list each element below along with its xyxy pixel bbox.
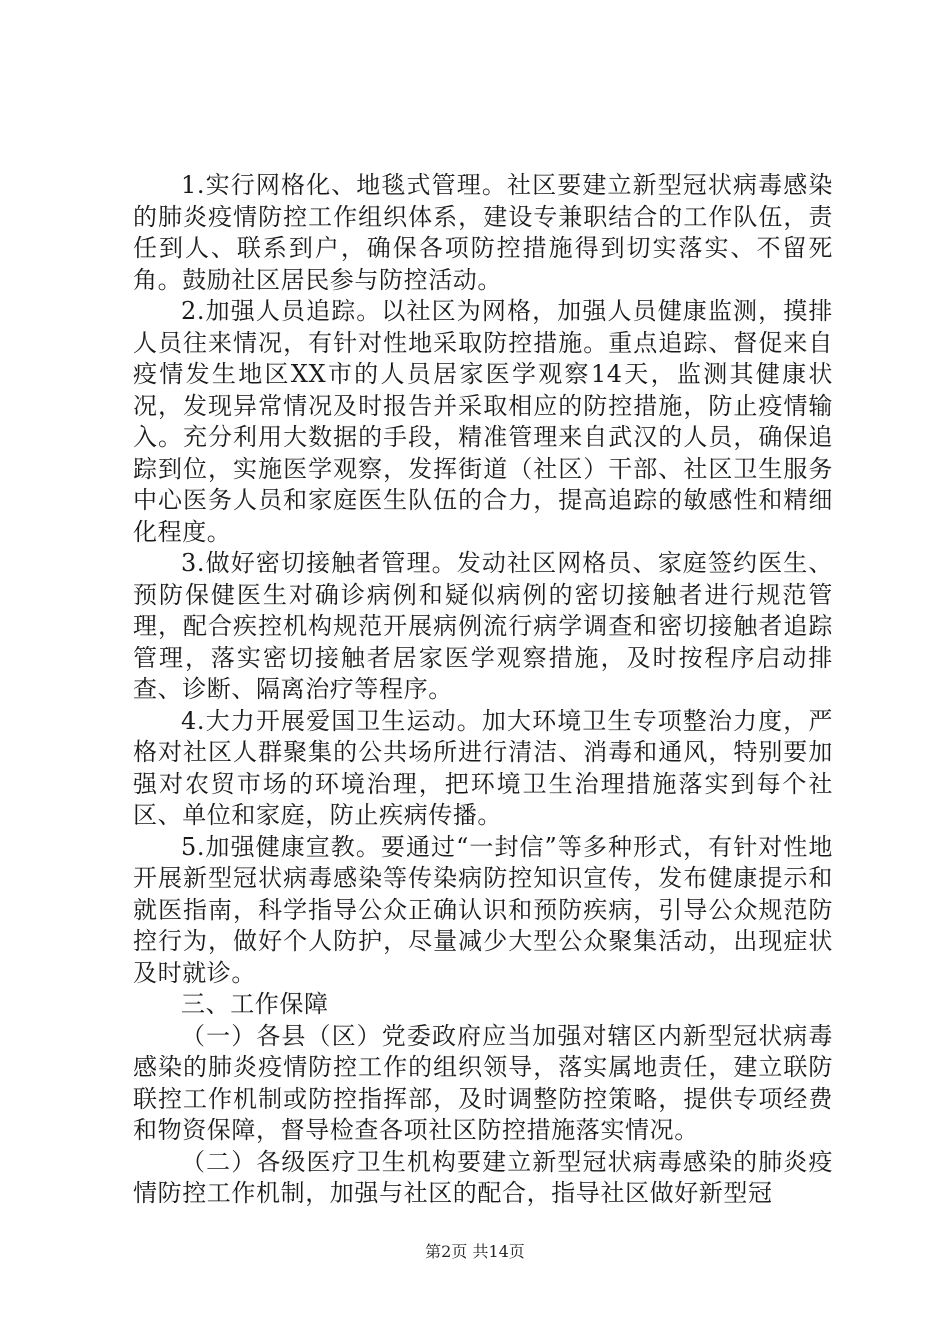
paragraph-item-4: 4.大力开展爱国卫生运动。加大环境卫生专项整治力度，严格对社区人群聚集的公共场所进行清洁、消毒和通风，特别要加强对农贸市场的环境治理，把环境卫生治理措施落实到每个社区、单位和家庭，防止疾病传播。 (133, 706, 833, 829)
paragraph-item-2: 2.加强人员追踪。以社区为网格，加强人员健康监测，摸排人员往来情况，有针对性地采取防控措施。重点追踪、督促来自疫情发生地区XX市的人员居家医学观察14天，监测其健康状况，发现异常情况及时报告并采取相应的防控措施，防止疫情输入。充分利用大数据的手段，精准管理来自武汉的人员，确保追踪到位，实施医学观察，发挥街道（社区）干部、社区卫生服务中心医务人员和家庭医生队伍的合力，提高追踪的敏感性和精细化程度。 (133, 297, 833, 546)
document-body (133, 170, 833, 1210)
page-number: 第2页 共14页 (425, 1242, 525, 1261)
paragraph-item-3: 3.做好密切接触者管理。发动社区网格员、家庭签约医生、预防保健医生对确诊病例和疑似病例的密切接触者进行规范管理，配合疾控机构规范开展病例流行病学调查和密切接触者追踪管理，落实密切接触者居家医学观察措施，及时按程序启动排查、诊断、隔离治疗等程序。 (133, 549, 833, 703)
paragraph-item-5: 5.加强健康宣教。要通过“一封信”等多种形式，有针对性地开展新型冠状病毒感染等传染病防控知识宣传，发布健康提示和就医指南，科学指导公众正确认识和预防疾病，引导公众规范防控行为，做好个人防护，尽量减少大型公众聚集活动，出现症状及时就诊。 (133, 832, 833, 987)
paragraph-item-7: （二）各级医疗卫生机构要建立新型冠状病毒感染的肺炎疫情防控工作机制，加强与社区的配合，指导社区做好新型冠 (133, 1147, 833, 1207)
section-heading: 三、工作保障 (181, 990, 329, 1018)
paragraph-item-1: 1.实行网格化、地毯式管理。社区要建立新型冠状病毒感染的肺炎疫情防控工作组织体系，建设专兼职结合的工作队伍，责任到人、联系到户，确保各项防控措施得到切实落实、不留死角。鼓励社区居民参与防控活动。 (133, 171, 833, 294)
paragraph-item-6: （一）各县（区）党委政府应当加强对辖区内新型冠状病毒感染的肺炎疫情防控工作的组织领导，落实属地责任，建立联防联控工作机制或防控指挥部，及时调整防控策略，提供专项经费和物资保障，督导检查各项社区防控措施落实情况。 (133, 1021, 833, 1144)
